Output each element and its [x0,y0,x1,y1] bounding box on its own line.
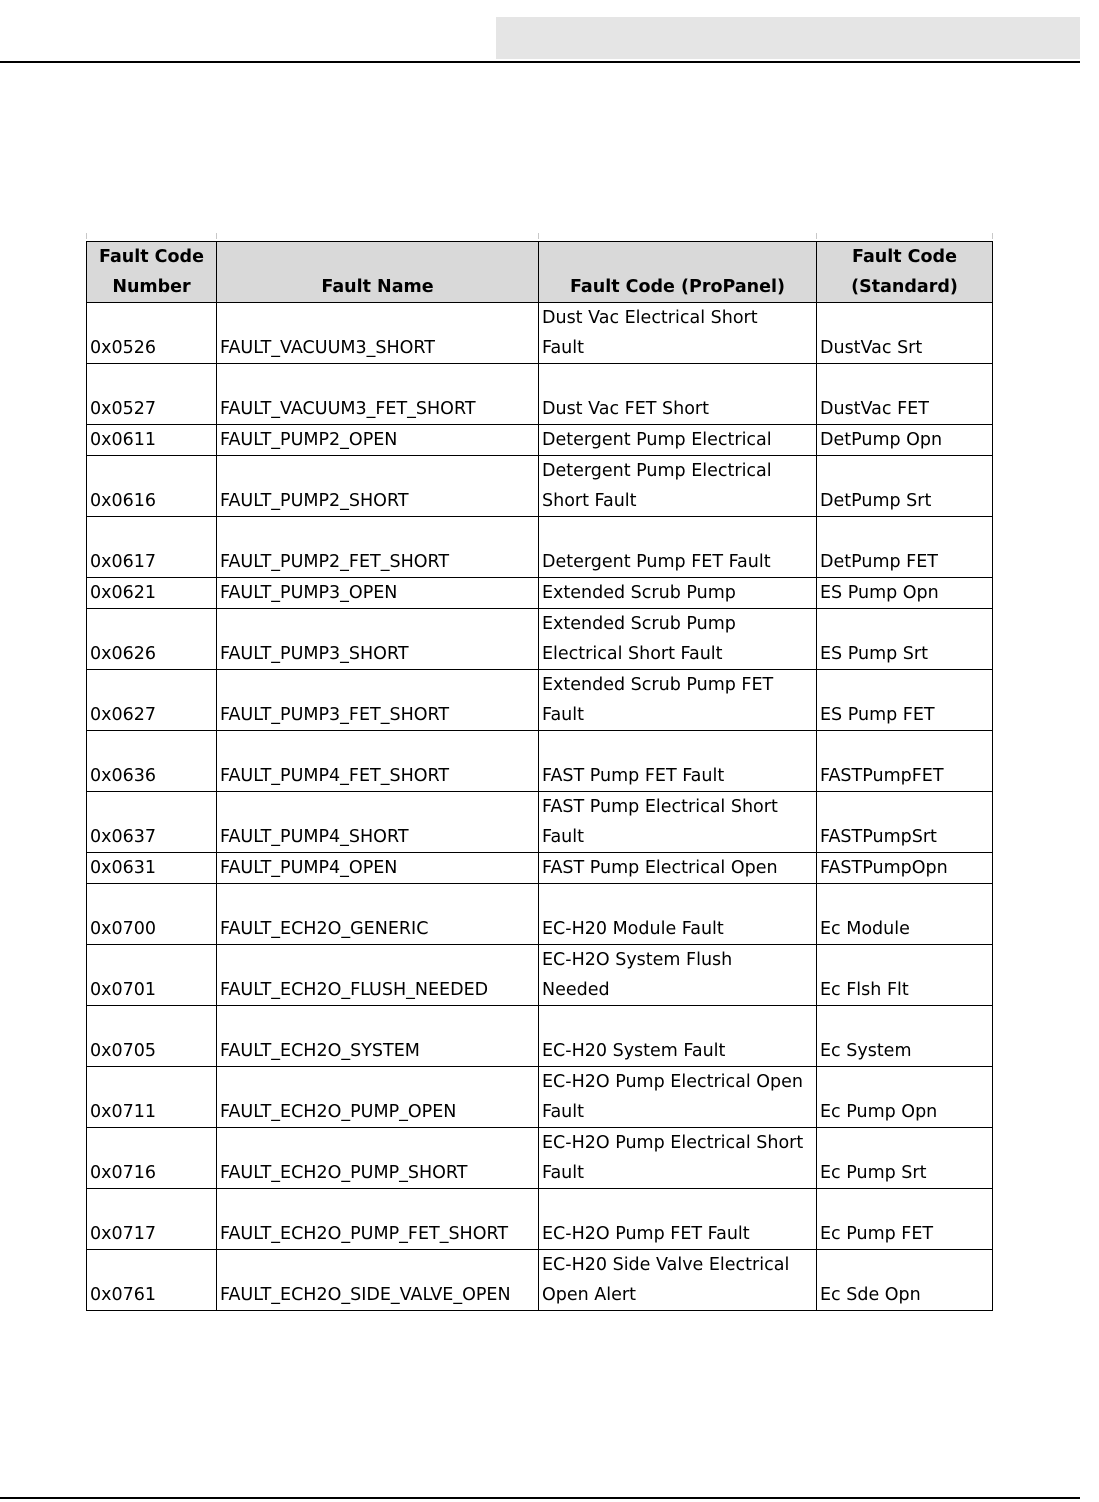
propanel-line: Short Fault [542,491,637,511]
fault-code-standard-cell: DustVac FET [817,364,993,425]
fault-name-cell: FAULT_VACUUM3_SHORT [217,303,539,364]
fault-code-standard-cell: FASTPumpSrt [817,792,993,853]
table-row [87,792,993,853]
table-row [87,1128,993,1189]
fault-code-standard-cell: FASTPumpOpn [817,853,993,884]
fault-name-cell: FAULT_VACUUM3_FET_SHORT [217,364,539,425]
fault-code-propanel-cell [539,670,817,731]
fault-code-number-cell: 0x0611 [87,425,217,456]
fault-code-standard-cell: ES Pump Opn [817,578,993,609]
fault-code-number-cell: 0x0711 [87,1067,217,1128]
propanel-line: EC-H2O Pump Electrical Open [542,1072,804,1092]
table-row [87,1250,993,1311]
table-edge-mark [216,233,217,239]
table-header-row [87,242,993,303]
propanel-line: FAST Pump Electrical Open [542,858,778,878]
table-row [87,303,993,364]
fault-name-cell: FAULT_PUMP2_OPEN [217,425,539,456]
propanel-line: Detergent Pump FET Fault [542,552,771,572]
header-fault-code-propanel [539,242,817,303]
header-line: (Standard) [851,277,958,297]
table-row [87,364,993,425]
fault-code-propanel-cell [539,731,817,792]
fault-name-cell: FAULT_PUMP3_SHORT [217,609,539,670]
fault-code-standard-cell: Ec System [817,1006,993,1067]
fault-code-standard-cell: ES Pump Srt [817,609,993,670]
footer-rule [0,1497,1080,1499]
header-fault-code-number [87,242,217,303]
propanel-line: Extended Scrub Pump [542,583,736,603]
table-edge-mark [538,233,539,239]
fault-code-propanel-cell [539,792,817,853]
propanel-line: EC-H20 Side Valve Electrical [542,1255,790,1275]
propanel-line: Detergent Pump Electrical [542,461,772,481]
fault-code-number-cell: 0x0700 [87,884,217,945]
header-line: Fault Code (ProPanel) [570,277,785,297]
fault-code-number-cell: 0x0631 [87,853,217,884]
fault-code-number-cell: 0x0716 [87,1128,217,1189]
table-edge-mark [816,233,817,239]
fault-code-standard-cell: DustVac Srt [817,303,993,364]
fault-code-propanel-cell [539,578,817,609]
fault-name-cell: FAULT_ECH2O_SYSTEM [217,1006,539,1067]
propanel-line: Dust Vac Electrical Short [542,308,758,328]
table-row [87,578,993,609]
fault-code-number-cell: 0x0636 [87,731,217,792]
fault-name-cell: FAULT_PUMP4_FET_SHORT [217,731,539,792]
header-line: Fault Name [321,277,434,297]
propanel-line: Fault [542,1102,584,1122]
propanel-line: EC-H20 System Fault [542,1041,726,1061]
fault-code-number-cell: 0x0717 [87,1189,217,1250]
fault-code-propanel-cell [539,1006,817,1067]
fault-name-cell: FAULT_PUMP4_OPEN [217,853,539,884]
fault-code-propanel-cell [539,609,817,670]
table-row [87,1067,993,1128]
table-edge-mark [86,233,87,239]
propanel-line: EC-H2O Pump FET Fault [542,1224,750,1244]
fault-code-standard-cell: Ec Flsh Flt [817,945,993,1006]
fault-code-propanel-cell [539,456,817,517]
fault-code-standard-cell: DetPump Opn [817,425,993,456]
fault-name-cell: FAULT_ECH2O_PUMP_OPEN [217,1067,539,1128]
propanel-line: Fault [542,827,584,847]
table-row [87,670,993,731]
fault-code-propanel-cell [539,853,817,884]
fault-code-number-cell: 0x0701 [87,945,217,1006]
fault-code-standard-cell: Ec Module [817,884,993,945]
fault-code-standard-cell: Ec Pump Opn [817,1067,993,1128]
fault-name-cell: FAULT_ECH2O_SIDE_VALVE_OPEN [217,1250,539,1311]
fault-code-propanel-cell [539,1250,817,1311]
header-line: Number [112,277,191,297]
header-line: Fault Code [99,247,204,267]
fault-code-number-cell: 0x0626 [87,609,217,670]
propanel-line: EC-H20 Module Fault [542,919,724,939]
propanel-line: Detergent Pump Electrical [542,430,772,450]
fault-code-standard-cell: Ec Pump FET [817,1189,993,1250]
propanel-line: Fault [542,705,584,725]
table-row [87,456,993,517]
table-row [87,731,993,792]
fault-code-number-cell: 0x0621 [87,578,217,609]
fault-code-table [86,241,993,1311]
fault-name-cell: FAULT_PUMP3_OPEN [217,578,539,609]
fault-name-cell: FAULT_PUMP2_SHORT [217,456,539,517]
table-row [87,884,993,945]
fault-code-propanel-cell [539,945,817,1006]
propanel-line: Open Alert [542,1285,636,1305]
fault-name-cell: FAULT_PUMP2_FET_SHORT [217,517,539,578]
table-row [87,609,993,670]
propanel-line: Extended Scrub Pump [542,614,736,634]
fault-name-cell: FAULT_ECH2O_PUMP_SHORT [217,1128,539,1189]
table-row [87,517,993,578]
table-body [87,303,993,1311]
propanel-line: FAST Pump Electrical Short [542,797,778,817]
table-row [87,853,993,884]
fault-code-propanel-cell [539,884,817,945]
fault-name-cell: FAULT_ECH2O_GENERIC [217,884,539,945]
propanel-line: Fault [542,1163,584,1183]
fault-code-number-cell: 0x0617 [87,517,217,578]
table-row [87,1006,993,1067]
header-fault-name [217,242,539,303]
fault-code-standard-cell: Ec Sde Opn [817,1250,993,1311]
fault-code-number-cell: 0x0627 [87,670,217,731]
propanel-line: Fault [542,338,584,358]
fault-name-cell: FAULT_PUMP4_SHORT [217,792,539,853]
fault-code-standard-cell: FASTPumpFET [817,731,993,792]
fault-name-cell: FAULT_PUMP3_FET_SHORT [217,670,539,731]
fault-code-standard-cell: DetPump Srt [817,456,993,517]
propanel-line: FAST Pump FET Fault [542,766,725,786]
fault-code-propanel-cell [539,517,817,578]
propanel-line: Electrical Short Fault [542,644,723,664]
fault-code-propanel-cell [539,1067,817,1128]
fault-code-number-cell: 0x0526 [87,303,217,364]
fault-code-number-cell: 0x0637 [87,792,217,853]
fault-code-propanel-cell [539,303,817,364]
propanel-line: Extended Scrub Pump FET [542,675,774,695]
table-row [87,945,993,1006]
fault-name-cell: FAULT_ECH2O_FLUSH_NEEDED [217,945,539,1006]
fault-code-standard-cell: DetPump FET [817,517,993,578]
fault-code-number-cell: 0x0761 [87,1250,217,1311]
fault-code-standard-cell: Ec Pump Srt [817,1128,993,1189]
fault-code-propanel-cell [539,1189,817,1250]
header-fault-code-standard [817,242,993,303]
header-line: Fault Code [852,247,957,267]
fault-code-number-cell: 0x0705 [87,1006,217,1067]
header-band [496,17,1080,59]
fault-code-propanel-cell [539,1128,817,1189]
fault-code-propanel-cell [539,425,817,456]
fault-code-standard-cell: ES Pump FET [817,670,993,731]
table-row [87,425,993,456]
propanel-line: EC-H2O System Flush [542,950,733,970]
table-edge-mark [992,233,993,239]
fault-code-propanel-cell [539,364,817,425]
fault-name-cell: FAULT_ECH2O_PUMP_FET_SHORT [217,1189,539,1250]
fault-code-number-cell: 0x0616 [87,456,217,517]
fault-code-number-cell: 0x0527 [87,364,217,425]
propanel-line: Dust Vac FET Short [542,399,709,419]
propanel-line: Needed [542,980,610,1000]
table-row [87,1189,993,1250]
propanel-line: EC-H2O Pump Electrical Short [542,1133,804,1153]
header-rule [0,61,1080,63]
